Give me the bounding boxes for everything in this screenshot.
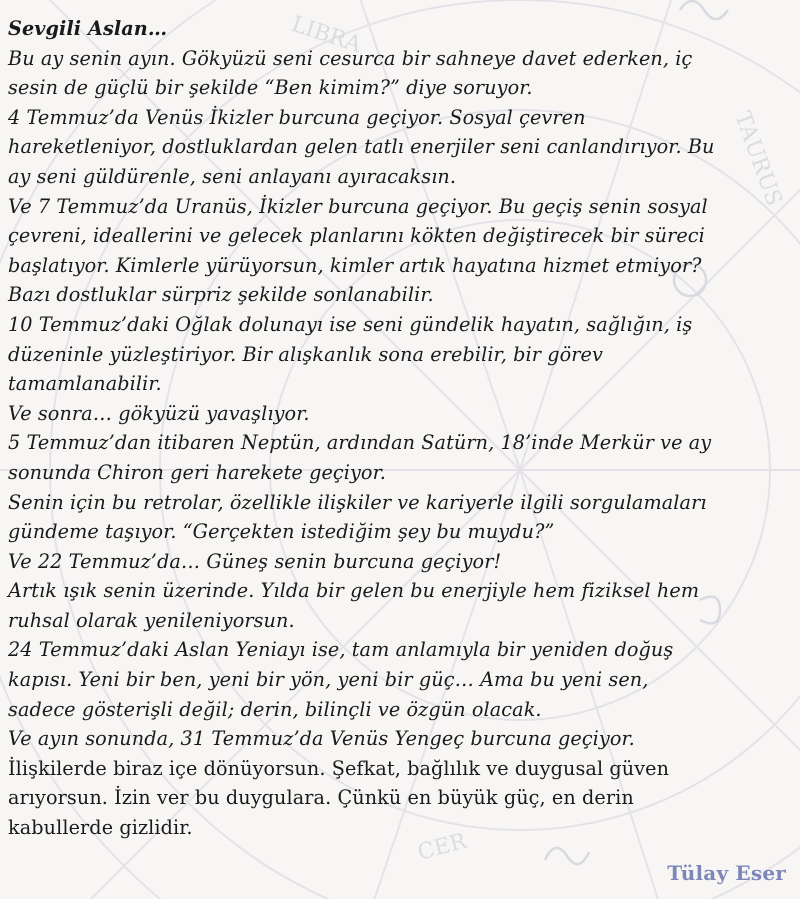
text-line: ay seni güldürenle, seni anlayanı ayıracaksın. [8, 164, 457, 188]
text-line: gündeme taşıyor. “Gerçekten istediğim şey bu muydu?” [8, 520, 555, 544]
text-line: sadece gösterişli değil; derin, bilinçli ve özgün olacak. [8, 697, 542, 721]
text-line: düzeninle yüzleştiriyor. Bir alışkanlık sona erebilir, bir görev [8, 342, 603, 366]
greeting-title: Sevgili Aslan… [8, 17, 168, 40]
text-line: 5 Temmuz’dan itibaren Neptün, ardından Satürn, 18’inde Merkür ve ay [8, 431, 712, 455]
text-line: Ve ayın sonunda, 31 Temmuz’da Venüs Yengeç burcuna geçiyor. [8, 727, 635, 751]
text-line: Ve 22 Temmuz’da… Güneş senin burcuna geçiyor! [8, 549, 502, 573]
horoscope-text [8, 11, 794, 843]
text-line: 24 Temmuz’daki Aslan Yeniayı ise, tam anlamıyla bir yeniden doğuş [8, 638, 674, 662]
text-line: sesin de güçlü bir şekilde “Ben kimim?” diye soruyor. [8, 76, 533, 100]
svg-text:TAURUS: TAURUS [729, 108, 787, 210]
text-line: tamamlanabilir. [8, 372, 162, 396]
text-line: sonunda Chiron geri harekete geçiyor. [8, 460, 386, 484]
svg-text:LIBRA: LIBRA [288, 11, 365, 58]
text-line: Artık ışık senin üzerinde. Yılda bir gelen bu enerjiyle hem fiziksel hem [8, 579, 700, 603]
text-line: Ve sonra… gökyüzü yavaşlıyor. [8, 401, 310, 425]
text-line: hareketleniyor, dostluklardan gelen tatlı enerjiler seni canlandırıyor. Bu [8, 135, 715, 159]
text-line: ruhsal olarak yenileniyorsun. [8, 608, 295, 632]
text-line: Ve 7 Temmuz’da Uranüs, İkizler burcuna geçiyor. Bu geçiş senin sosyal [8, 194, 708, 218]
text-line: arıyorsun. İzin ver bu duygulara. Çünkü en büyük güç, en derin [8, 786, 634, 810]
text-line: İlişkilerde biraz içe dönüyorsun. Şefkat, bağlılık ve duygusal güven [8, 756, 670, 780]
text-line: Bu ay senin ayın. Gökyüzü seni cesurca bir sahneye davet ederken, iç [8, 46, 693, 70]
text-line: Bazı dostluklar sürpriz şekilde sonlanabilir. [8, 283, 434, 307]
text-line: 4 Temmuz’da Venüs İkizler burcuna geçiyor. Sosyal çevren [8, 105, 586, 129]
text-line: başlatıyor. Kimlerle yürüyorsun, kimler artık hayatına hizmet etmiyor? [8, 253, 702, 277]
svg-text:CER: CER [415, 828, 470, 866]
text-line: 10 Temmuz’daki Oğlak dolunayı ise seni gündelik hayatın, sağlığın, iş [8, 312, 693, 336]
text-line: kabullerde gizlidir. [8, 816, 193, 840]
text-line: kapısı. Yeni bir ben, yeni bir yön, yeni bir güç… Ama bu yeni sen, [8, 668, 649, 692]
author-signature: Tülay Eser [667, 861, 786, 885]
text-line: çevreni, ideallerini ve gelecek planlarını kökten değiştirecek bir süreci [8, 224, 705, 248]
text-line: Senin için bu retrolar, özellikle ilişkiler ve kariyerle ilgili sorgulamaları [8, 490, 707, 514]
